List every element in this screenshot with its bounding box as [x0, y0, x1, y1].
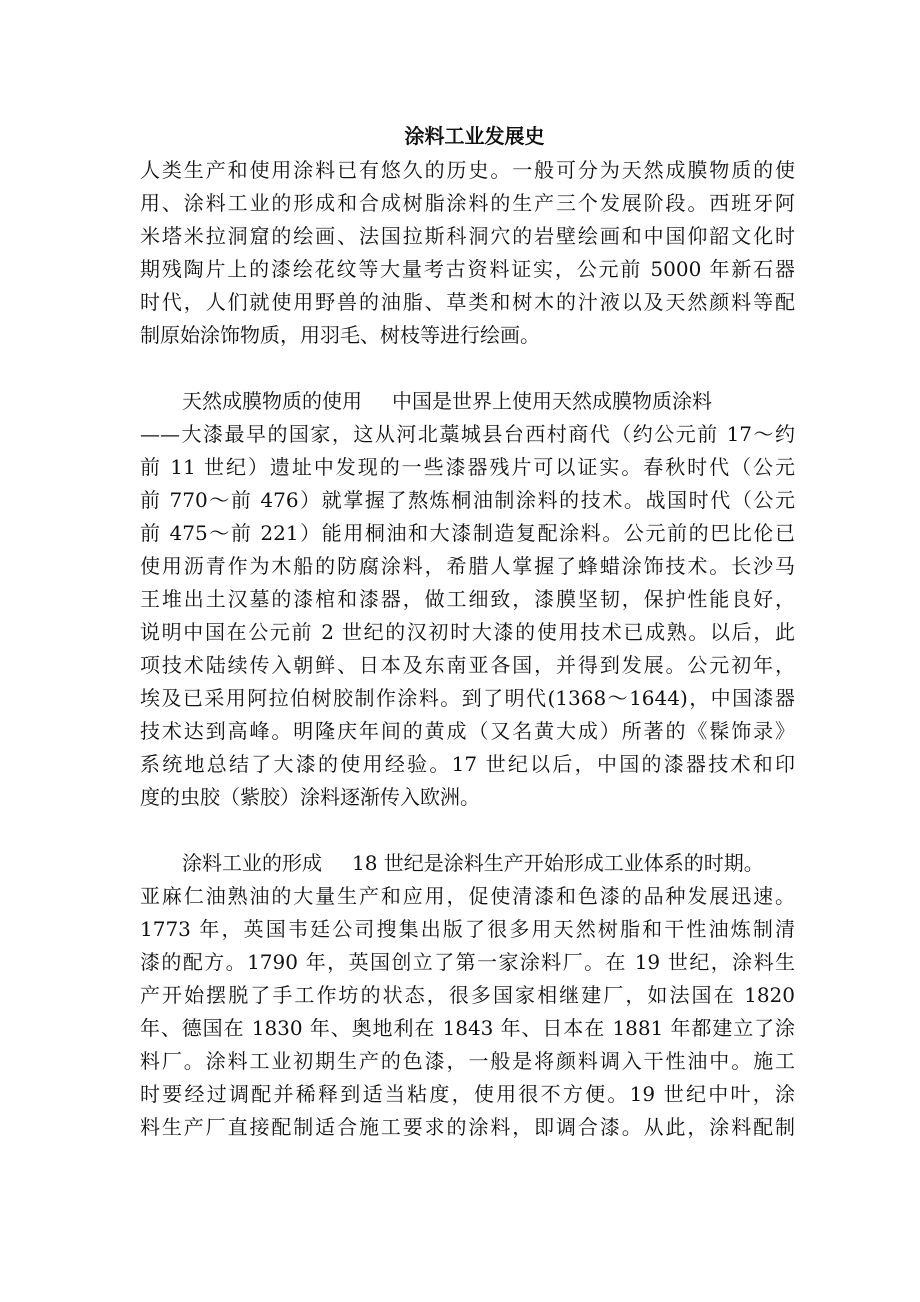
text-line: 前 475～前 221）能用桐油和大漆制造复配涂料。公元前的巴比伦已	[140, 521, 795, 545]
section-natural-materials	[140, 385, 795, 814]
text-line: 制原始涂饰物质，用羽毛、树枝等进行绘画。	[140, 323, 540, 347]
text-line: 埃及已采用阿拉伯树胶制作涂料。到了明代(1368～1644)，中国漆器	[140, 686, 795, 710]
text-line: 米塔米拉洞窟的绘画、法国拉斯科洞穴的岩壁绘画和中国仰韶文化时	[140, 224, 795, 248]
text-line: 用、涂料工业的形成和合成树脂涂料的生产三个发展阶段。西班牙阿	[140, 191, 795, 215]
text-line: 系统地总结了大漆的使用经验。17 世纪以后，中国的漆器技术和印	[140, 752, 795, 776]
section-heading: 天然成膜物质的使用	[182, 389, 362, 413]
paragraph-gap	[140, 352, 795, 385]
intro-paragraph	[140, 154, 795, 352]
text-line: 使用沥青作为木船的防腐涂料，希腊人掌握了蜂蜡涂饰技术。长沙马	[140, 554, 795, 578]
text-line: 王堆出土汉墓的漆棺和漆器，做工细致，漆膜坚韧，保护性能良好，	[140, 587, 795, 611]
text-line: 时要经过调配并稀释到适当粘度，使用很不方便。19 世纪中叶，涂	[140, 1082, 795, 1106]
text-line: 期残陶片上的漆绘花纹等大量考古资料证实，公元前 5000 年新石器	[140, 257, 795, 281]
text-line: 时代，人们就使用野兽的油脂、草类和树木的汁液以及天然颜料等配	[140, 290, 795, 314]
section-first-line	[140, 847, 795, 880]
text-line: 漆的配方。1790 年，英国创立了第一家涂料厂。在 19 世纪，涂料生	[140, 950, 795, 974]
text-line: 料生产厂直接配制适合施工要求的涂料，即调合漆。从此，涂料配制	[140, 1115, 795, 1139]
text-line: 料厂。涂料工业初期生产的色漆，一般是将颜料调入干性油中。施工	[140, 1049, 795, 1073]
text-line: 项技术陆续传入朝鲜、日本及东南亚各国，并得到发展。公元初年，	[140, 653, 795, 677]
text-line: 产开始摆脱了手工作坊的状态，很多国家相继建厂，如法国在 1820	[140, 983, 795, 1007]
text-line: 说明中国在公元前 2 世纪的汉初时大漆的使用技术已成熟。以后，此	[140, 620, 795, 644]
text-line: 年、德国在 1830 年、奥地利在 1843 年、日本在 1881 年都建立了涂	[140, 1016, 795, 1040]
document-title: 涂料工业发展史	[404, 124, 545, 148]
text-line: 亚麻仁油熟油的大量生产和应用，促使清漆和色漆的品种发展迅速。	[140, 884, 795, 908]
text-line: 前 770～前 476）就掌握了熬炼桐油制涂料的技术。战国时代（公元	[140, 488, 795, 512]
section-industry-formation	[140, 847, 795, 1144]
text-line: 1773 年，英国韦廷公司搜集出版了很多用天然树脂和干性油炼制清	[140, 917, 795, 941]
text-line: 人类生产和使用涂料已有悠久的历史。一般可分为天然成膜物质的使	[140, 158, 795, 182]
text-line: ——大漆最早的国家，这从河北藁城县台西村商代（约公元前 17～约	[140, 422, 795, 446]
text-run: 中国是世界上使用天然成膜物质涂料	[392, 389, 712, 413]
section-heading: 涂料工业的形成	[182, 851, 322, 875]
text-line: 度的虫胶（紫胶）涂料逐渐传入欧洲。	[140, 785, 480, 809]
text-line: 技术达到高峰。明隆庆年间的黄成（又名黄大成）所著的《髹饰录》	[140, 719, 795, 743]
text-line: 前 11 世纪）遗址中发现的一些漆器残片可以证实。春秋时代（公元	[140, 455, 795, 479]
text-run: 18 世纪是涂料生产开始形成工业体系的时期。	[352, 851, 764, 875]
section-first-line	[140, 385, 795, 418]
paragraph-gap	[140, 814, 795, 847]
document-page	[140, 118, 795, 1144]
